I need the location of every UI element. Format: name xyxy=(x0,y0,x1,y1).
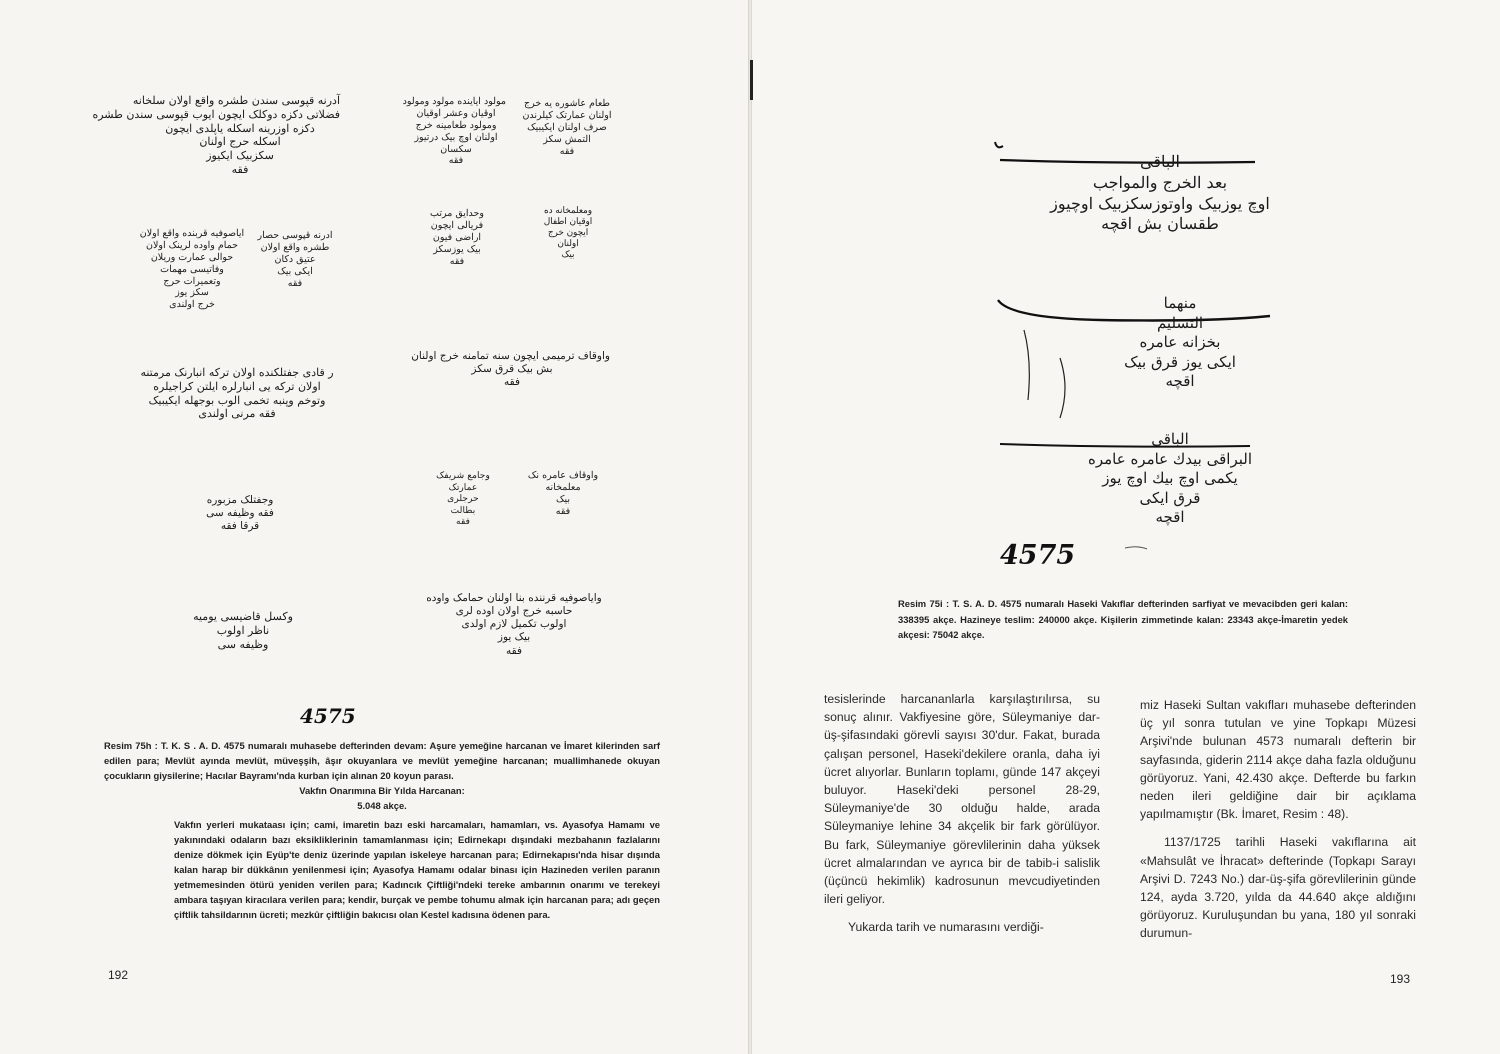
left-document-number: 4575 xyxy=(300,704,356,728)
script-line: حمام واوده لرینک اولان xyxy=(146,239,238,251)
script-line: سکزبیک ایکیوز xyxy=(206,149,274,162)
script-line: اقچه xyxy=(1165,372,1195,390)
script-line: حاسبه خرج اولان اوده لری xyxy=(455,605,573,618)
script-line: فقه xyxy=(448,155,464,167)
script-line: بطالت xyxy=(450,504,476,516)
script-line: خرج اولندی xyxy=(169,299,215,311)
script-line: اولان ترکه یی انبارلره ایلتن کراجیلره xyxy=(153,379,321,393)
script-line: آدرنه قپوسی سندن طشره واقع اولان سلخانه xyxy=(132,94,340,107)
right-column-2 xyxy=(1140,696,1416,943)
script-line: فقه xyxy=(231,162,249,176)
script-line: فقه xyxy=(559,145,575,157)
body-paragraph: 1137/1725 tarihli Haseki vakıflarına ait «Mahsulât ve İhracat» defterinde (Topkapı Sarayı Arşivi D. 7243 No.) dar-üş-şifa görevlilerinin günde 124, ayda 3.720, yılda da 44.640 akçe aldığını görüyoruz. Kuruluşundan bu yana, 180 yıl sonraki durumun- xyxy=(1140,835,1416,941)
script-line: ایچون خرج xyxy=(547,227,589,238)
script-line: اراضی فیون xyxy=(432,231,482,243)
script-line: طشره واقع اولان xyxy=(260,241,330,253)
script-line: وفاتیسی مهمات xyxy=(160,263,224,275)
script-line: فقه xyxy=(456,516,470,527)
script-line: صرف اولنان ایکیبیک xyxy=(527,121,607,133)
script-line: حوالی عمارت وریلان xyxy=(150,251,234,263)
right-page-number: 193 xyxy=(1390,972,1411,986)
script-line: فقه xyxy=(449,255,465,267)
script-line: دکزه اوزرینه اسکله یاپلدی ایچون xyxy=(165,121,315,135)
script-line: البراقی بیدك عامره عامره xyxy=(1087,449,1252,468)
script-line: فقه xyxy=(504,376,520,389)
script-line: اسکله حرج اولنان xyxy=(199,135,281,149)
script-line: طعام عاشوره یه خرج xyxy=(524,98,610,109)
script-line: فریالی ایچون xyxy=(430,219,484,231)
script-line: واوقاف عامره نک xyxy=(527,470,599,481)
script-line: بش بیک قرق سکز xyxy=(471,363,553,376)
script-line: الباقی xyxy=(1139,152,1180,171)
body-paragraph: Yukarda tarih ve numarasını verdiği- xyxy=(848,920,1044,935)
script-line: ر قادی جفتلکنده اولان ترکه انبارنک مرمتنه xyxy=(140,366,334,379)
ledger-entry-3 xyxy=(1060,430,1280,528)
script-line: وظیفه سی xyxy=(217,637,269,651)
script-line: اوقیان وعشر اوقیان xyxy=(416,107,496,119)
script-line: بیک xyxy=(561,249,575,260)
right-caption-label: Resim 75i : xyxy=(898,598,950,609)
right-document-number: 4575 xyxy=(1000,540,1076,571)
script-line: معلمخانه xyxy=(545,481,581,493)
script-line: فضلاتی دکزه دوکلک ایچون ایوب قپوسی سندن طشره xyxy=(92,107,340,121)
script-line: فقه وظیفه سی xyxy=(206,507,274,520)
script-line: فقه xyxy=(506,644,522,657)
script-line: وجفتلک مزبوره xyxy=(206,494,274,506)
script-line: وایاصوفیه قرننده بنا اولنان حمامک واوده xyxy=(426,592,602,604)
body-paragraph: tesislerinde harcananlarla karşılaştırılırsa, su sonuç alınır. Vakfiyesine göre, Süleymaniye dar-üş-şifasındaki görevli sayısı 30'dur. Fakat, burada çalışan personel, Haseki'dekilere oranla, daha iyi ücret alıyorlar. Bunların toplamı, günde 147 akçeyi buluyor. Haseki'deki personel 28-29, Süleymaniye'de 30 olduğu halde, arada Süleymaniye lehine 34 akçelik bir fark görülüyor. Bu fark, Süleymaniye görevlilerinin daha yüksek ücret almalarından ve ayrıca bir de tabib-i salislik (üçüncü hekimlik) kadrosunun mevcudiyetinden ileri geliyor. xyxy=(824,692,1100,907)
script-line: عمارتک xyxy=(448,481,478,493)
script-line: اوقیان اطفال xyxy=(543,216,593,227)
script-line: قرقا فقه xyxy=(220,520,260,533)
left-caption-amount: 5.048 akçe. xyxy=(357,800,407,811)
script-line: وکسل قاضیسی یومیه xyxy=(193,610,293,623)
script-line: ایکی یوز قرق بیک xyxy=(1124,352,1236,371)
script-line: التمش سکز xyxy=(543,133,591,145)
script-line: ادرنه قپوسی حصار xyxy=(257,230,333,241)
script-line: بعد الخرج والمواجب xyxy=(1092,172,1228,192)
script-line: طقسان بش اقچه xyxy=(1101,214,1219,234)
script-line: اولنان عمارتک کیلرندن xyxy=(522,109,612,121)
right-column-1 xyxy=(824,690,1100,937)
script-line: ایاصوفیه قربنده واقع اولان xyxy=(139,228,245,239)
script-line: حرجلری xyxy=(447,493,479,504)
ledger-entry-1 xyxy=(1040,152,1280,235)
script-line: التسلیم xyxy=(1156,313,1204,332)
script-line: ومولود طعامینه خرج xyxy=(415,119,497,131)
right-caption-text: T. S. A. D. 4575 numaralı Haseki Vakıflar defterinden sarfiyat ve mevacibden geri kalan: 338395 akçe. Hazineye teslim: 240000 akçe. Kişilerin zimmetinde kalan: 23343 akçe-İmaretin yedek akçesi: 75042 akçe. xyxy=(898,598,1349,640)
script-line: وجامع شریفک xyxy=(436,470,490,481)
left-caption-label: Resim 75h : xyxy=(104,740,158,751)
script-line: وتعمیرات حرج xyxy=(163,275,221,287)
script-line: بیک یوز xyxy=(497,631,531,644)
ledger-entry-2 xyxy=(1080,294,1280,392)
script-line: وتوخم وپنبه تخمی الوب بوجهله ایکیبیک xyxy=(148,393,326,407)
script-line: بیک یوزسکز xyxy=(433,243,481,255)
script-line: بیک xyxy=(555,493,570,505)
script-line: بخزانه عامره xyxy=(1139,333,1221,351)
right-caption xyxy=(898,596,1348,643)
script-line: واوقاف ترمیمی ایچون سنه تمامنه خرج اولنان xyxy=(411,350,610,362)
left-page-number: 192 xyxy=(108,968,129,982)
script-line: عتیق دکان xyxy=(274,253,316,265)
script-line: اولنان xyxy=(557,238,579,249)
script-line: ومعلمخانه ده xyxy=(543,206,593,216)
body-paragraph: miz Haseki Sultan vakıfları muhasebe defterinden üç yıl sonra tutulan ve yine Topkapı Müzesi Arşivi'nde bulunan 4573 numaralı defterin bir sayfasında, giderin 2114 akçe daha fazla olduğunu görüyoruz. Yani, 42.430 akçe. Defterde bu farkın neden ileri geldiğine dair bir açıklama yapılmamıştır (Bk. İmaret, Resim : 48). xyxy=(1140,698,1416,822)
script-line: سکز یوز xyxy=(175,287,209,299)
script-line: وحدایق مرتب xyxy=(430,208,484,219)
script-line: اولوب تکمیل لازم اولدی xyxy=(461,618,567,631)
script-line: اقچه xyxy=(1155,508,1185,526)
script-line: یکمی اوچ بیك اوچ یوز xyxy=(1102,469,1238,487)
script-line: فقه xyxy=(287,277,303,289)
script-line: اولنان اوچ بیک درتیوز xyxy=(414,131,498,143)
script-line: مولود ایاینده مولود ومولود xyxy=(402,96,506,107)
script-line: اوچ یوزبیک واوتوزسکزبیک اوچیوز xyxy=(1050,193,1270,213)
script-line: ایکی بیک xyxy=(277,265,313,277)
script-line: منهما xyxy=(1163,294,1197,312)
left-caption-body: Vakfın yerleri mukataası için; cami, imaretin bazı eski harcamaları, hamamları, vs. Ayasofya Hamamı ve yakınındaki odaların bazı eksikliklerinin tamamlanması için; Edirnekapı dışındaki mezbahanın fazlalarını denize dökmek için Eyüp'te deniz üzerinde yapılan iskeleye harcanan para; Edirnekapısı'nda hisar dışında kalan harap bir dükkânın yenilenmesi için; Ayasofya Hamamı odalar binası için Hazineden verilen paranın yetmemesinden ötürü yeniden verilen para; Kadıncık Çiftliği'ndeki tereke ambarının onarımı ve terekeyi ambara taşıyan kiracılara verilen para; kendir, burçak ve pembe tohumu almak için harcanan para; adı geçen çiftlik tahsildarının ücreti; mezkûr çiftliğin bakıcısı olan Kestel kadısına ödenen para. xyxy=(174,819,660,920)
script-line: فقه xyxy=(555,505,571,517)
left-caption-heading: Vakfın Onarımına Bir Yılda Harcanan: xyxy=(299,785,465,796)
script-line: فقه مرنی اولندی xyxy=(198,407,276,421)
script-line: سکسان xyxy=(440,143,472,155)
left-caption-intro: T. K. S . A. D. 4575 numaralı muhasebe defterinden devam: Aşure yemeğine harcanan ve İmaret kilerinden sarf edilen para; Mevlüt ayında mevlüt, müveşşih, âşır okuyanlara ve mevlüt yemeğine harcanan; muallimhanede okuyan çocukların giysilerine; Hacılar Bayramı'nda kurban için alınan 20 koyun parası. xyxy=(104,740,661,781)
script-line: الباقی xyxy=(1151,430,1189,448)
script-line: ناظر اولوب xyxy=(216,623,270,637)
script-line: قرق ایکی xyxy=(1139,488,1201,507)
